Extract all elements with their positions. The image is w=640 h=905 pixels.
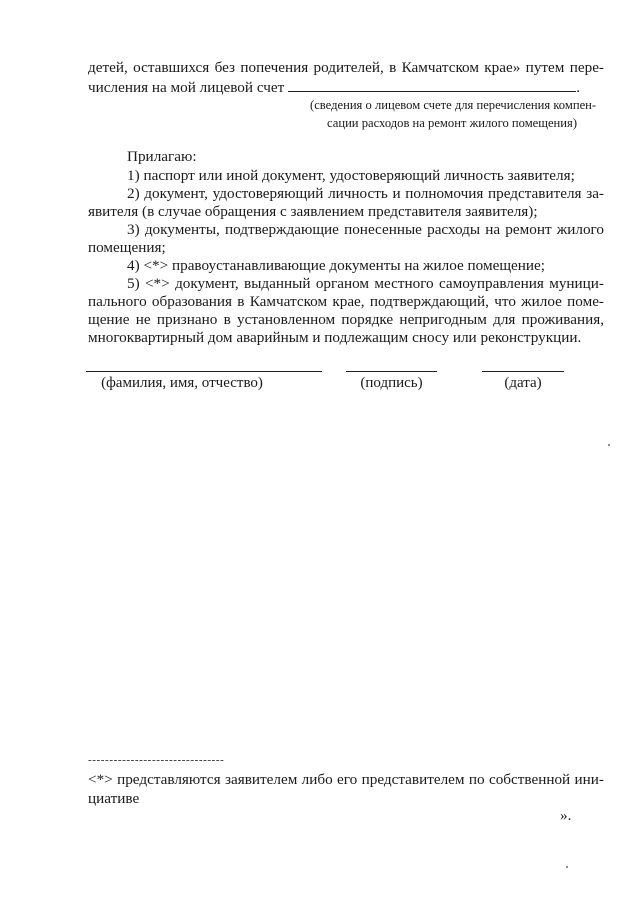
name-signature-line bbox=[86, 371, 322, 372]
signature-label: (подпись) bbox=[360, 375, 423, 391]
intro-line-2-end: . bbox=[576, 79, 581, 96]
attachment-item-2-line-2: явителя (в случае обращения с заявлением представителя заявителя); bbox=[88, 203, 538, 220]
account-note-line-1: (сведения о лицевом счете для перечисления компен- bbox=[310, 98, 597, 112]
attachment-item-5-line-2: пального образования в Камчатском крае, подтверждающий, что жилое поме- bbox=[88, 293, 604, 310]
scan-speck bbox=[608, 444, 610, 446]
intro-line-2-text: числения на мой лицевой счет bbox=[88, 79, 285, 96]
date-label: (дата) bbox=[504, 375, 542, 391]
attachments-heading: Прилагаю: bbox=[127, 148, 197, 165]
closing-quote: ». bbox=[560, 807, 572, 824]
name-label: (фамилия, имя, отчество) bbox=[101, 375, 263, 391]
attachment-item-1: 1) паспорт или иной документ, удостоверяющий личность заявителя; bbox=[127, 167, 575, 184]
intro-line-1: детей, оставшихся без попечения родителей, в Камчатском крае» путем пере- bbox=[88, 59, 604, 76]
intro-line-2 bbox=[88, 78, 580, 97]
scan-speck bbox=[566, 866, 568, 868]
footnote-separator: -------------------------------- bbox=[88, 754, 225, 766]
attachment-item-3-line-2: помещения; bbox=[88, 239, 166, 256]
account-blank-line bbox=[288, 78, 576, 92]
footnote-line-2: циативе bbox=[88, 790, 140, 807]
footnote-line-1: <*> представляются заявителем либо его представителем по собственной ини- bbox=[88, 771, 604, 788]
attachment-item-5-line-1: 5) <*> документ, выданный органом местного самоуправления муници- bbox=[127, 275, 604, 292]
attachment-item-5-line-3: щение не признано в установленном порядке непригодным для проживания, bbox=[88, 311, 604, 328]
attachment-item-3-line-1: 3) документы, подтверждающие понесенные расходы на ремонт жилого bbox=[127, 221, 604, 238]
date-signature-line bbox=[482, 371, 564, 372]
attachment-item-4: 4) <*> правоустанавливающие документы на жилое помещение; bbox=[127, 257, 545, 274]
signature-line bbox=[346, 371, 437, 372]
account-note-line-2: сации расходов на ремонт жилого помещения) bbox=[327, 116, 578, 130]
attachment-item-5-line-4: многоквартирный дом аварийным и подлежащим сносу или реконструкции. bbox=[88, 329, 582, 346]
attachment-item-2-line-1: 2) документ, удостоверяющий личность и полномочия представителя за- bbox=[127, 185, 604, 202]
